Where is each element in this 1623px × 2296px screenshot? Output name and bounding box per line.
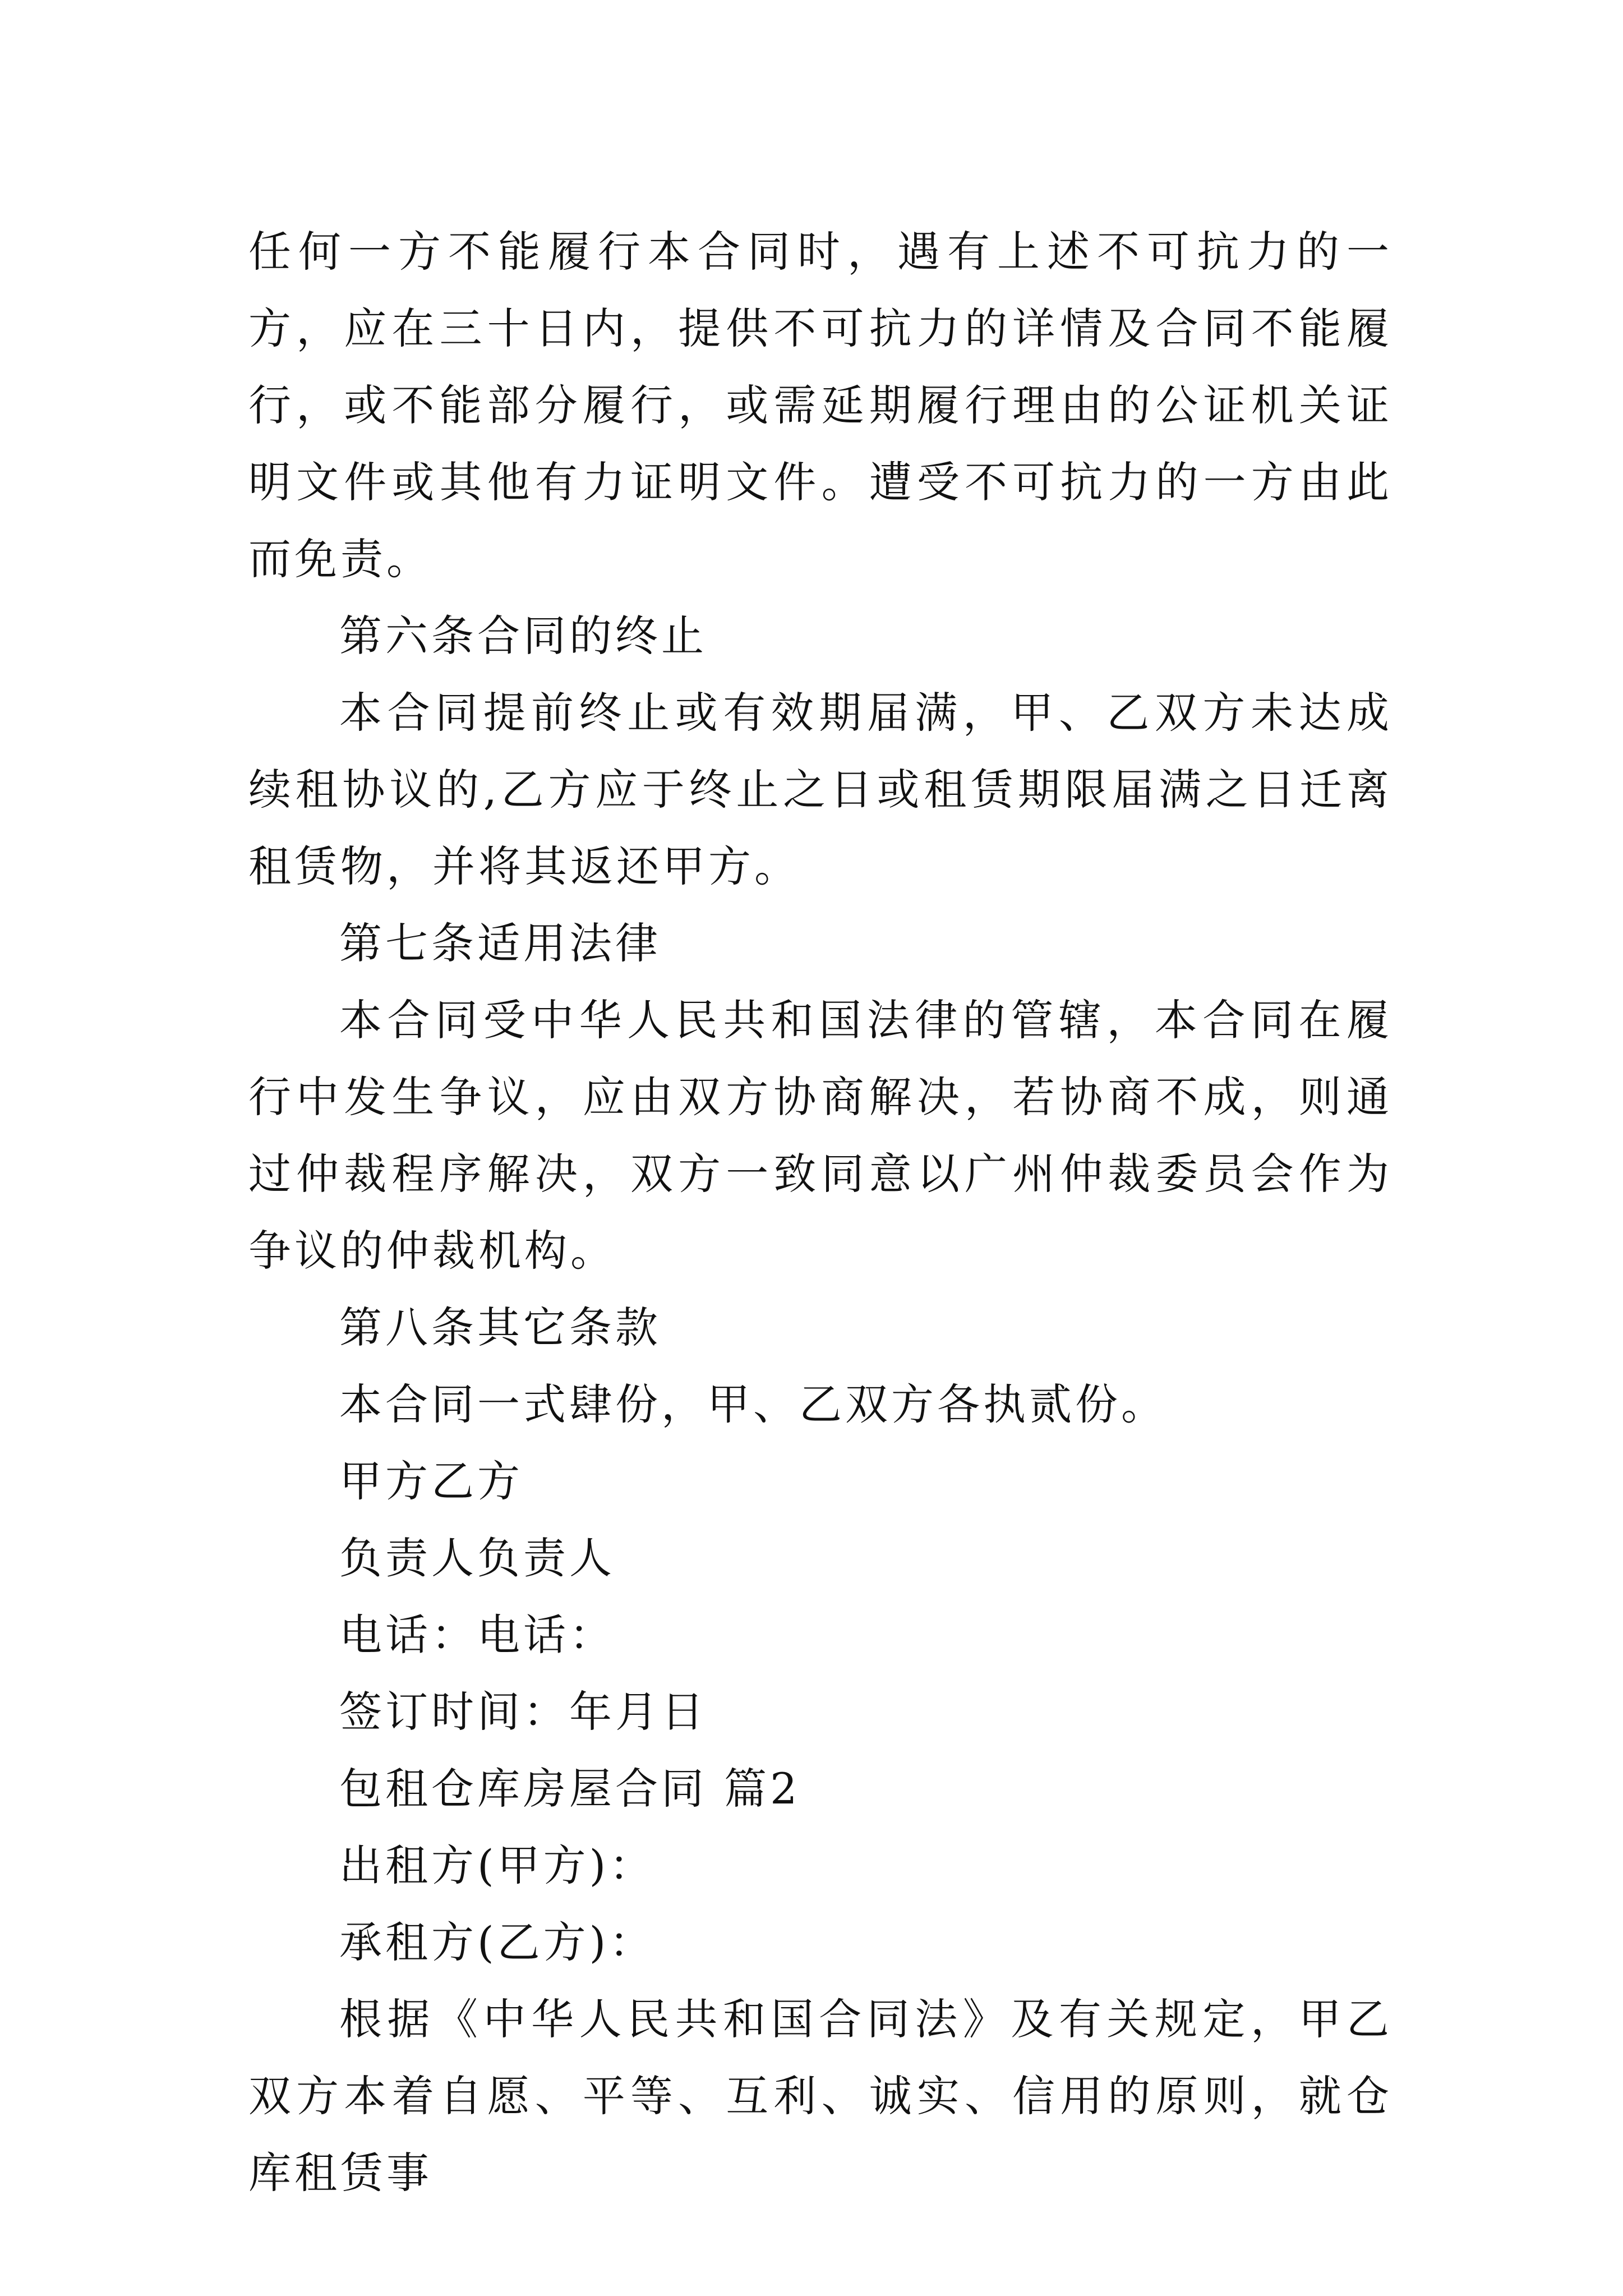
lessor-line: 出租方(甲方)： xyxy=(339,1841,656,1890)
signature-parties: 甲方乙方 xyxy=(339,1456,523,1506)
paragraph-copies: 本合同一式肆份，甲、乙双方各执贰份。 xyxy=(339,1379,1167,1429)
heading-article-7: 第七条适用法律 xyxy=(339,918,661,968)
document-body xyxy=(248,213,1393,2211)
paragraph-applicable-law: 本合同受中华人民共和国法律的管辖，本合同在履行中发生争议，应由双方协商解决，若协商不成，则通过仲裁程序解决，双方一致同意以广州仲裁委员会作为争议的仲裁机构。 xyxy=(248,995,1393,1276)
signature-representatives: 负责人负责人 xyxy=(339,1533,615,1583)
contract-2-title: 包租仓库房屋合同 篇2 xyxy=(339,1764,801,1814)
paragraph-force-majeure: 任何一方不能履行本合同时，遇有上述不可抗力的一方，应在三十日内，提供不可抗力的详情及合同不能履行，或不能部分履行，或需延期履行理由的公证机关证明文件或其他有力证明文件。遭受不可抗力的一方由此而免责。 xyxy=(248,227,1393,584)
lessee-line: 承租方(乙方)： xyxy=(339,1917,656,1967)
signature-date: 签订时间：年月日 xyxy=(339,1687,707,1737)
heading-article-6: 第六条合同的终止 xyxy=(339,611,707,661)
paragraph-termination: 本合同提前终止或有效期届满，甲、乙双方未达成续租协议的,乙方应于终止之日或租赁期限届满之日迁离租赁物，并将其返还甲方。 xyxy=(248,688,1393,891)
paragraph-basis: 根据《中华人民共和国合同法》及有关规定，甲乙双方本着自愿、平等、互利、诚实、信用的原则，就仓库租赁事 xyxy=(248,1994,1393,2198)
signature-phones: 电话：电话： xyxy=(339,1610,615,1660)
heading-article-8: 第八条其它条款 xyxy=(339,1303,661,1352)
